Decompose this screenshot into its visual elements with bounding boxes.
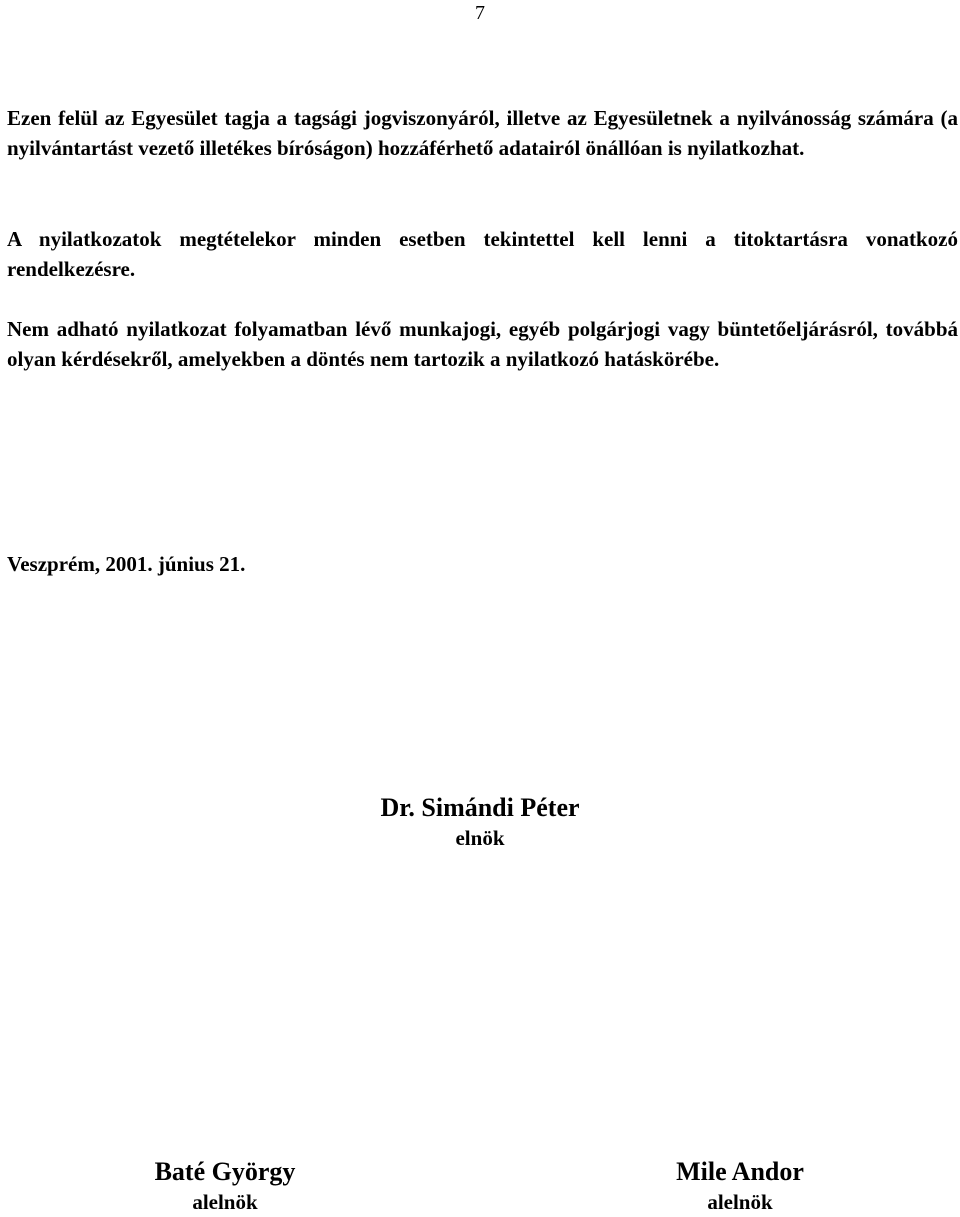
signature-role: alelnök (192, 1190, 258, 1214)
paragraph-statement-rights: Ezen felül az Egyesület tagja a tagsági jogviszonyáról, illetve az Egyesületnek a nyilvánosság számára (a nyilvántartást vezető illetékes bíróságon) hozzáférhető adatairól önállóan is nyilatkozhat. (7, 106, 958, 160)
page-number: 7 (475, 2, 485, 24)
signature-vice-president-1 (75, 1157, 375, 1217)
signature-name: Dr. Simándi Péter (380, 793, 580, 822)
signature-role: elnök (455, 826, 505, 850)
signature-vice-president-2 (590, 1157, 890, 1217)
paragraph-confidentiality: A nyilatkozatok megtételekor minden esetben tekintettel kell lenni a titoktartásra vonatkozó rendelkezésre. (7, 227, 958, 281)
signature-role: alelnök (707, 1190, 773, 1214)
paragraph-restrictions: Nem adható nyilatkozat folyamatban lévő munkajogi, egyéb polgárjogi vagy büntetőeljárásról, továbbá olyan kérdésekről, amelyekben a döntés nem tartozik a nyilatkozó hatáskörébe. (7, 317, 958, 371)
place-date: Veszprém, 2001. június 21. (7, 552, 246, 576)
signature-name: Baté György (154, 1157, 296, 1186)
signature-president (330, 793, 630, 853)
signature-name: Mile Andor (676, 1157, 804, 1186)
